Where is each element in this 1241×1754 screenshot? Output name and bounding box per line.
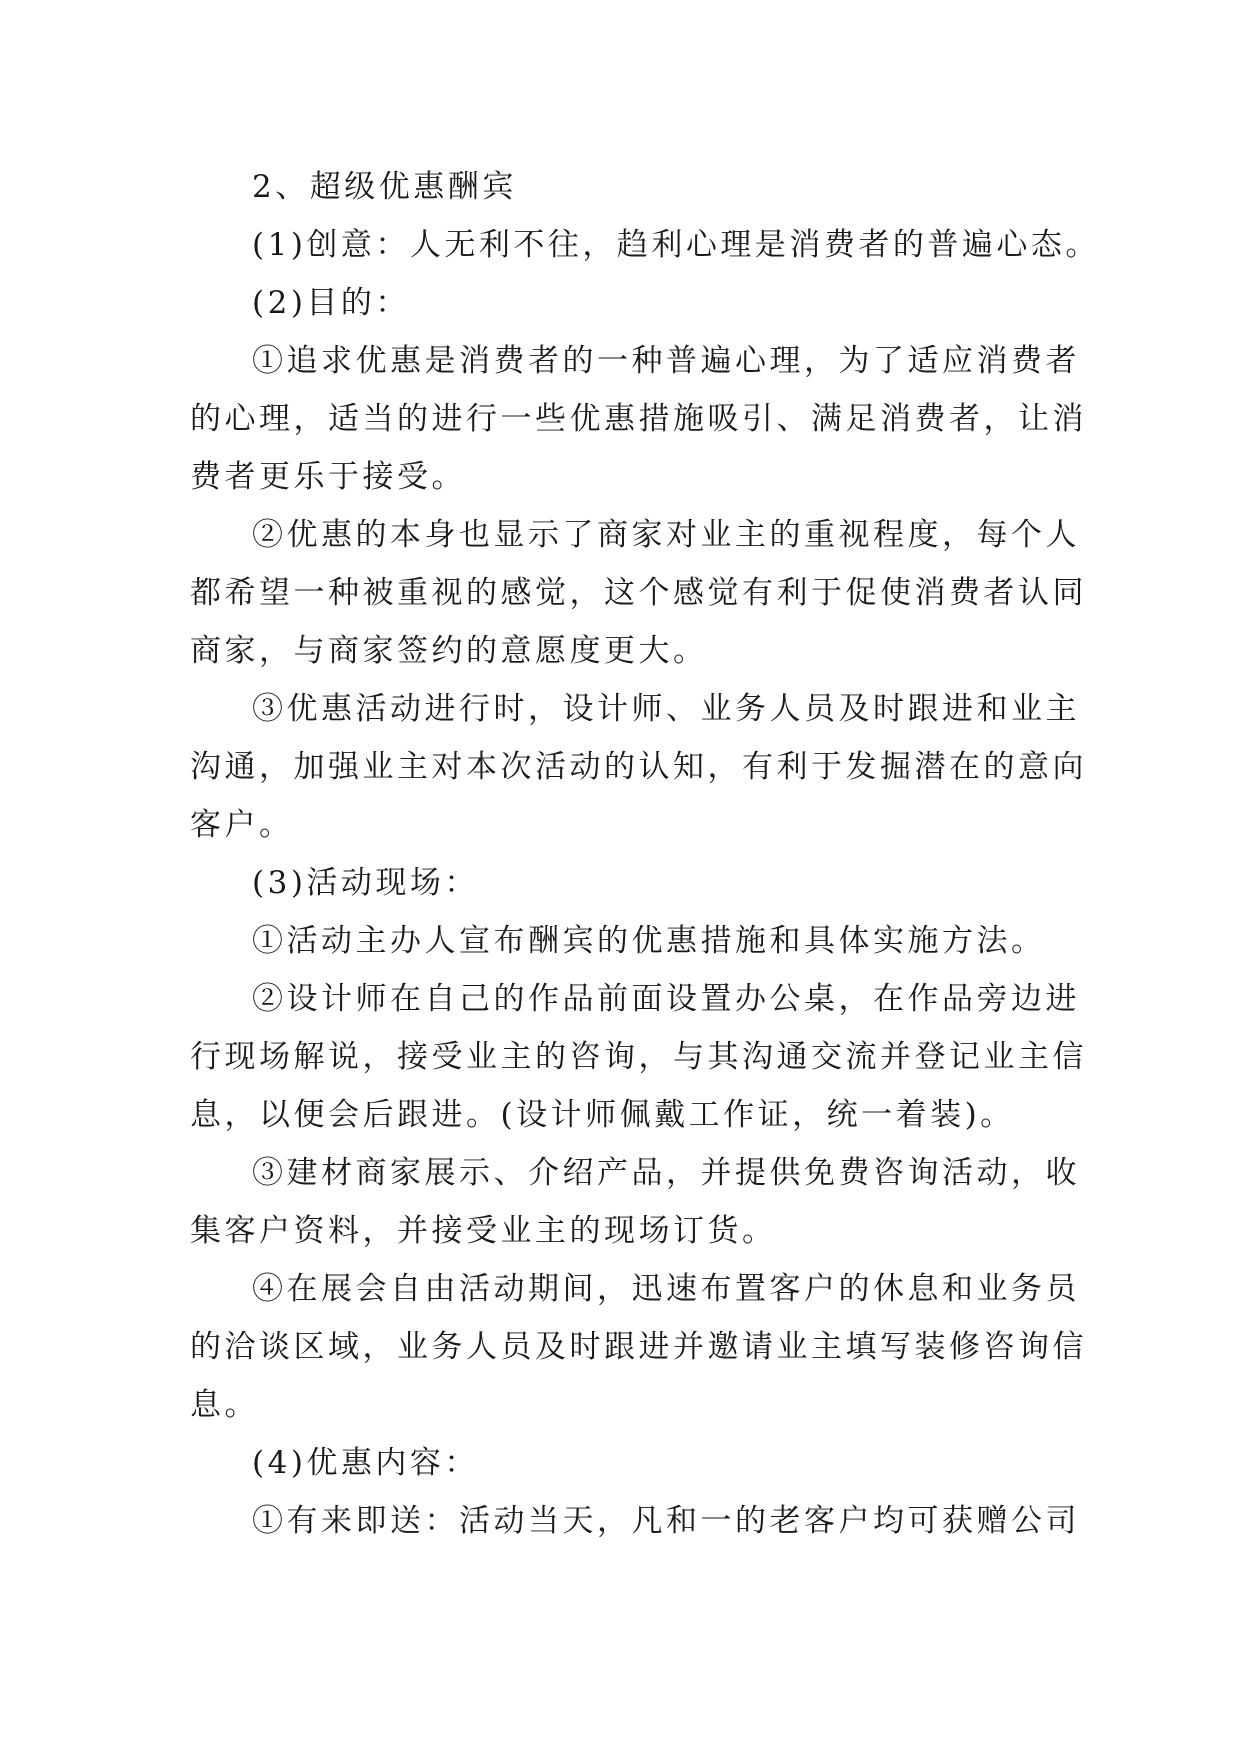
text-line: 的洽谈区域，业务人员及时跟进并邀请业主填写装修咨询信 [190,1329,1087,1365]
text-line: (2)目的： [252,285,410,321]
text-line: ②设计师在自己的作品前面设置办公桌，在作品旁边进 [252,981,1080,1017]
text-line: ①追求优惠是消费者的一种普遍心理，为了适应消费者 [252,343,1080,379]
text-line: (4)优惠内容： [252,1445,479,1481]
text-line: ③建材商家展示、介绍产品，并提供免费咨询活动，收 [252,1155,1080,1191]
text-line: ①活动主办人宣布酬宾的优惠措施和具体实施方法。 [252,923,1046,959]
text-line: ④在展会自由活动期间，迅速布置客户的休息和业务员 [252,1271,1080,1307]
text-line: ②优惠的本身也显示了商家对业主的重视程度，每个人 [252,517,1080,553]
text-line: 息，以便会后跟进。(设计师佩戴工作证，统一着装)。 [190,1097,1015,1133]
text-line: 沟通，加强业主对本次活动的认知，有利于发掘潜在的意向 [190,749,1087,785]
text-line: 的心理，适当的进行一些优惠措施吸引、满足消费者，让消 [190,401,1087,437]
document-body [190,158,1100,1550]
text-line: ③优惠活动进行时，设计师、业务人员及时跟进和业主 [252,691,1080,727]
text-line: ①有来即送：活动当天，凡和一的老客户均可获赠公司 [252,1503,1080,1539]
section-heading: 2、超级优惠酬宾 [252,169,517,205]
text-line: (1)创意：人无利不往，趋利心理是消费者的普遍心态。 [252,227,1100,263]
text-line: 商家，与商家签约的意愿度更大。 [190,633,708,669]
text-line: 行现场解说，接受业主的咨询，与其沟通交流并登记业主信 [190,1039,1087,1075]
text-line: 集客户资料，并接受业主的现场订货。 [190,1213,777,1249]
text-line: 息。 [190,1387,259,1423]
text-line: 都希望一种被重视的感觉，这个感觉有利于促使消费者认同 [190,575,1087,611]
text-line: 费者更乐于接受。 [190,459,466,495]
text-line: 客户。 [190,807,294,843]
text-line: (3)活动现场： [252,865,479,901]
